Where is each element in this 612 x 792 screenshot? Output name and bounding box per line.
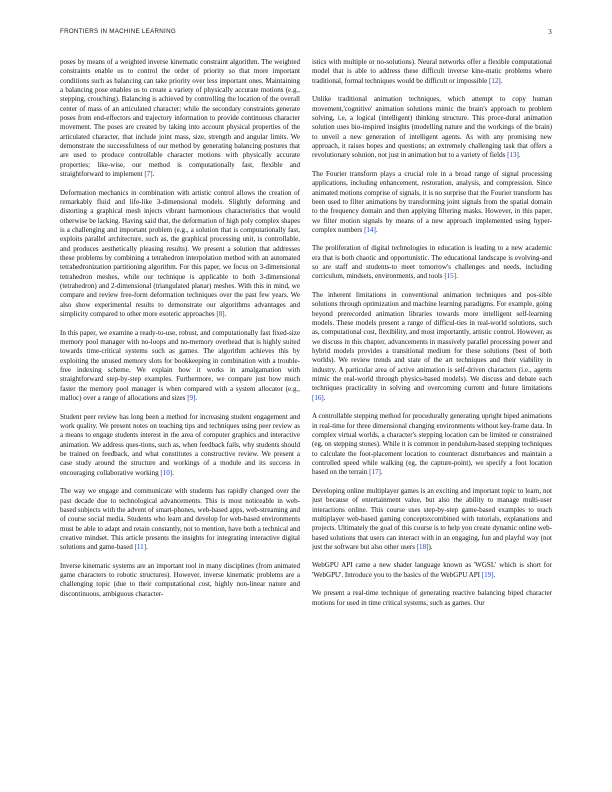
paragraph	[312, 58, 552, 86]
paragraph	[312, 291, 552, 403]
paragraph-end: .	[172, 468, 174, 477]
citation-link[interactable]: [10]	[160, 468, 173, 477]
citation-link[interactable]: [15]	[444, 272, 457, 281]
paragraph	[60, 329, 300, 404]
paragraph-text: poses by means of a weighted inverse kinematic constraint algorithm. The weighted constraints enable us to control the order of priority so that more important conditions such as balancing can take priority over less important ones. Maintaining a balancing pose enables us to create a variety of physically accurate motions (e.g., stepping, crouching). Balancing is achieved by controlling the location of the overall center of mass of an articulated character; while the secondary constraints generate poses from end-effectors and trajectory information to provide continuous character movement. The poses are created by taking into account physical properties of the articulated character, that include joint mass, size, strength and angular limits. We demonstrate the successfulness of our method by generating balancing postures that are used to produce controllable character motions with physically accurate properties; like-wise, our method is computationally fast, flexible and straightforward to implement	[60, 58, 300, 179]
paragraph	[60, 487, 300, 552]
paragraph	[60, 189, 300, 320]
paragraph-text: We present a real-time technique of generating reactive balancing biped character motions for used in time critical systems, such as games. Our	[312, 589, 552, 607]
right-column	[312, 58, 552, 778]
citation-link[interactable]: [11]	[134, 543, 147, 552]
citation-link[interactable]: [17]	[369, 468, 381, 477]
paragraph-end: .	[500, 76, 503, 85]
paragraph	[312, 412, 552, 477]
paragraph-end: .	[195, 394, 198, 403]
paragraph	[60, 413, 300, 478]
paragraph-end: .	[146, 543, 148, 552]
paragraph-text: Deformation mechanics in combination with artistic control allows the creation of remarkably fluid and life-like 3-dimensional models. Slightly deforming and distorting a graphical mesh injects vibrant harmonious characteristics that would otherwise be lacking. Having said that, the deformation of high poly complex shapes is a challenging and important problem (e.g., a solution that is computationally fast, exploits parallel architecture, such as, the graphical processing unit, is controllable, and produces aesthetically pleasing results). We present a solution that addresses these problems by combining a tetrahedron interpolation method with an automated tetrahedronization partitioning algorithm. For this paper, we focus on 3-dimensional tetrahedron meshes, while our technique is applicable to both 3-dimensional (tetrahedron) and 2-dimensional (triangulated planar) meshes. With this in mind, we compare and review free-form deformation techniques over the past few years. We also show experimental results to demonstrate our algorithms advantages and simplicity compared to other more esoteric approaches	[60, 188, 300, 319]
paragraph-text: A controllable stepping method for procedurally generating upright biped animations in real-time for three dimensional changing environments without key-frame data. In complex virtual worlds, a character's stepping location can be limited or constrained (eg, on stepping stones). While it is common in pendulum-based stepping techniques to calculate the foot-placement location to counteract disturbances and maintain a controlled speed while walking (eg, the capture-point), we specify a foot location based on the terrain	[312, 412, 552, 477]
paragraph-text: Unlike traditional animation techniques, which attempt to copy human movement,'cognitive' animation solutions mimic the brain's approach to problem solving, i.e, a logical (intelligent) thinking structure. This proce-dural animation solution uses bio-inspired insights (modelling nature and the workings of the brain) to unveil a new generation of intelligent agents. As with any promising new approach, it raises hopes and questions; an extremely challenging task that offers a revolutionary solution, not just in animation but to a variety of fields	[312, 95, 552, 160]
citation-link[interactable]: [16]	[312, 393, 324, 402]
paragraph-end: ).	[428, 542, 433, 551]
paragraph-text: Student peer review has long been a method for increasing student engagement and work quality. We present notes on teaching tips and techniques using peer review as a means to engage students interest in the area of computer graphics and interactive animation. We address ques-tions, such as, when feedback fails, why students should be trained on feedback, and what constitutes a constructive review. We present a case study around the structure and workings of a module and its success in encouraging collaborative working	[60, 412, 300, 477]
paragraph-text: Inverse kinematic systems are an important tool in many disciplines (from animated game characters to robotic structures). However, inverse kinematic problems are a challenging topic (due to their computational cost, highly non-linear nature and discontinuous, ambiguous character-	[60, 561, 300, 598]
paragraph	[312, 589, 552, 608]
left-column	[60, 58, 300, 778]
paragraph	[60, 562, 300, 599]
journal-title: FRONTIERS IN MACHINE LEARNING	[60, 28, 176, 35]
paragraph	[312, 487, 552, 552]
citation-link[interactable]: [12]	[488, 76, 501, 85]
page-number: 3	[548, 28, 552, 36]
citation-link[interactable]: [9]	[187, 394, 196, 403]
paragraph-end: .	[518, 151, 521, 160]
paragraph-end: .	[456, 272, 458, 281]
citation-link[interactable]: [8]	[216, 310, 225, 319]
paragraph-text: The inherent limitations in conventional animation techniques and pos-sible solutions through optimization and machine learning paradigms. For example, going beyond prerecorded animation libraries towards more intelligent self-learning models. These models present a range of difficul-ties in real-world solutions, such as, computational cost, flexibility, and most importantly, artistic control. However, as we discuss in this chapter, advancements in massively parallel processing power and hybrid models provides a transitional medium for these solutions (best of both worlds). We review trends and state of the art techniques and their viability in industry. A particular area of active animation is self-driven characters (i.e., agents mimic the real-world through physics-based models). We discuss and debate each techniques practicality in solving and overcoming current and future limitations	[312, 290, 552, 393]
citation-link[interactable]: [13]	[507, 151, 519, 160]
paragraph-end: .	[380, 468, 383, 477]
paragraph-text: Developing online multiplayer games is an exciting and important topic to learn, not just because of entertainment value, but also the ability to manage multi-user interactions online. This course uses step-by-step game-based examples to teach multiplayer web-based gaming conceptsxcombined with tutorials, explanations and projects. Ultimately the goal of this course is to help you create dynamic online web-based solutions that users can interact with in an engaging, fun and playful way (not just the software but also other users	[312, 486, 552, 551]
paragraph-text: WebGPU API came a new shader language known as 'WGSL' which is short for 'WebGPU'. Introduce you to the basics of the WebGPU API	[312, 561, 552, 579]
paragraph-text: istics with multiple or no-solutions). Neural networks offer a flexible computational model that is able to address these difficult inverse kine-matic problems where traditional, formal techniques would be difficult or impossible	[312, 58, 552, 85]
paragraph-end: .	[493, 570, 496, 579]
paragraph-text: In this paper, we examine a ready-to-use, robust, and computationally fast fixed-size memory pool manager with no-loops and no-memory overhead that is highly suited towards time-critical systems such as games. The algorithm achieves this by exploiting the unused memory slots for bookkeeping in combination with a trouble-free indexing scheme. We explain how it works in amalgamation with straightforward step-by-step examples. Furthermore, we compare just how much faster the memory pool manager is when compared with a system allocator (e.g., malloc) over a range of allocations and sizes	[60, 328, 300, 403]
citation-link[interactable]: [18]	[416, 542, 429, 551]
paragraph	[312, 95, 552, 160]
paragraph-text: The proliferation of digital technologies in education is leading to a new academic era that is both chaotic and opportunistic. The educational landscape is evolving-and so are staff and students-to meet tomorrow's challenges and needs, including curriculum, mindsets, environments, and tools	[312, 244, 552, 281]
paragraph-end: .	[152, 170, 155, 179]
paragraph-end: .	[375, 225, 378, 234]
citation-link[interactable]: [19]	[481, 570, 494, 579]
paragraph	[60, 58, 300, 179]
paragraph-text: The way we engage and communicate with students has rapidly changed over the past decade due to technological advancements. This is most noticeable in web-based subjects with the advent of smart-phones, web-based apps, web-streaming and of course social media. Students who learn and develop for web-based environments must be able to adapt and retain constantly, not to mention, have both a technical and creative mindset. This article presents the insights for integrating interactive digital solutions and game-based	[60, 487, 300, 552]
paragraph-end: .	[323, 393, 326, 402]
paragraph-text: The Fourier transform plays a crucial role in a broad range of signal processing applications, including enhancement, restoration, analysis, and compression. Since animated motions comprise of signals, it is no surprise that the Fourier transform has been used to filter animations by transforming joint signals from the spatial domain to the frequency domain and then applying filtering masks. However, in this paper, we filter motion signals by means of a new approach implemented using hyper-complex numbers	[312, 169, 552, 234]
paragraph-end: .	[224, 310, 227, 319]
running-header	[60, 28, 552, 40]
citation-link[interactable]: [7]	[144, 170, 153, 179]
citation-link[interactable]: [14]	[364, 225, 376, 234]
paragraph	[312, 170, 552, 235]
paragraph	[312, 561, 552, 580]
paragraph	[312, 244, 552, 281]
